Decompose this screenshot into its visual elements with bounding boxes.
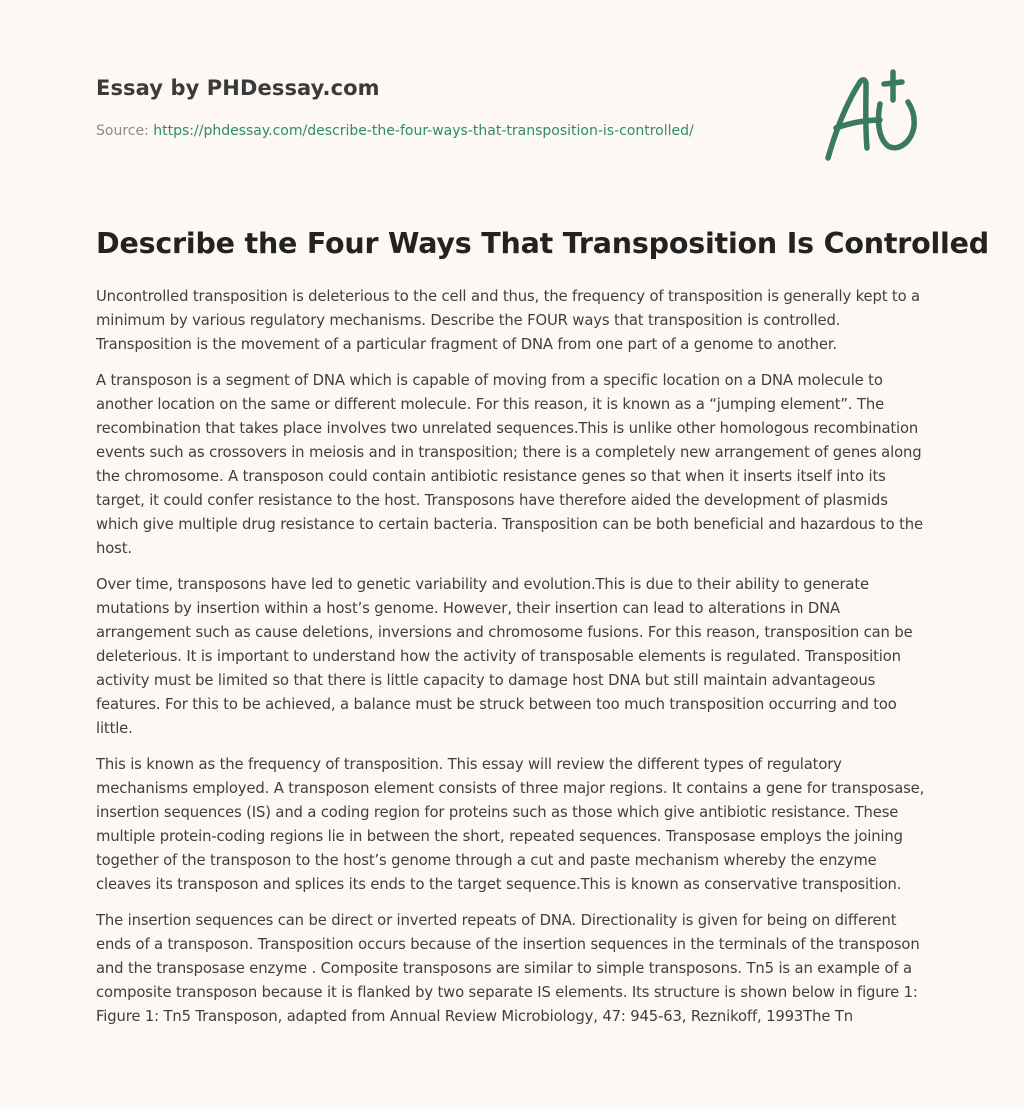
essay-title: Describe the Four Ways That Transposition Is Controlled [96, 227, 989, 260]
paragraph-2: A transposon is a segment of DNA which is capable of moving from a specific location on a DNA molecule to another location on the same or different molecule. For this reason, it is known as a “jumping element”. The recombination that takes place involves two unrelated sequences.This is unlike other homologous recombination events such as crossovers in meiosis and in transposition; there is a completely new arrangement of genes along the chromosome. A transposon could contain antibiotic resistance genes so that when it inserts itself into its target, it could confer resistance to the host. Transposons have therefore aided the development of plasmids which give multiple drug resistance to certain bacteria. Transposition can be both beneficial and hazardous to the host. [96, 372, 923, 557]
source-link[interactable]: https://phdessay.com/describe-the-four-ways-that-transposition-is-controlled/ [153, 123, 694, 139]
paragraph-1: Uncontrolled transposition is deleterious to the cell and thus, the frequency of transposition is generally kept to a minimum by various regulatory mechanisms. Describe the FOUR ways that transposition is controlled. Transposition is the movement of a particular fragment of DNA from one part of a genome to another. [96, 288, 920, 353]
paragraph-4: This is known as the frequency of transposition. This essay will review the different types of regulatory mechanisms employed. A transposon element consists of three major regions. It contains a gene for transposase, insertion sequences (IS) and a coding region for proteins such as those which give antibiotic resistance. These multiple protein-coding regions lie in between the short, repeated sequences. Transposase employs the joining together of the transposon to the host’s genome through a cut and paste mechanism whereby the enzyme cleaves its transposon and splices its ends to the target sequence.This is known as conservative transposition. [96, 756, 925, 893]
paragraph-3: Over time, transposons have led to genetic variability and evolution.This is due to their ability to generate mutations by insertion within a host’s genome. However, their insertion can lead to alterations in DNA arrangement such as cause deletions, inversions and chromosome fusions. For this reason, transposition can be deleterious. It is important to understand how the activity of transposable elements is regulated. Transposition activity must be limited so that there is little capacity to damage host DNA but still maintain advantageous features. For this to be achieved, a balance must be struck between too much transposition occurring and too little. [96, 576, 913, 737]
source-label: Source: [96, 123, 154, 139]
source-line [96, 123, 694, 139]
paragraph-5: The insertion sequences can be direct or inverted repeats of DNA. Directionality is given for being on different ends of a transposon. Transposition occurs because of the insertion sequences in the terminals of the transposon and the transposase enzyme . Composite transposons are similar to simple transposons. Tn5 is an example of a composite transposon because it is flanked by two separate IS elements. Its structure is shown below in figure 1: Figure 1: Tn5 Transposon, adapted from Annual Review Microbiology, 47: 945-63, Reznikoff, 1993The Tn [96, 912, 920, 1025]
page-header [96, 0, 928, 190]
essay-body [96, 285, 932, 1041]
a-plus-logo-icon [822, 68, 926, 164]
brand-name: Essay by PHDessay.com [96, 76, 380, 100]
